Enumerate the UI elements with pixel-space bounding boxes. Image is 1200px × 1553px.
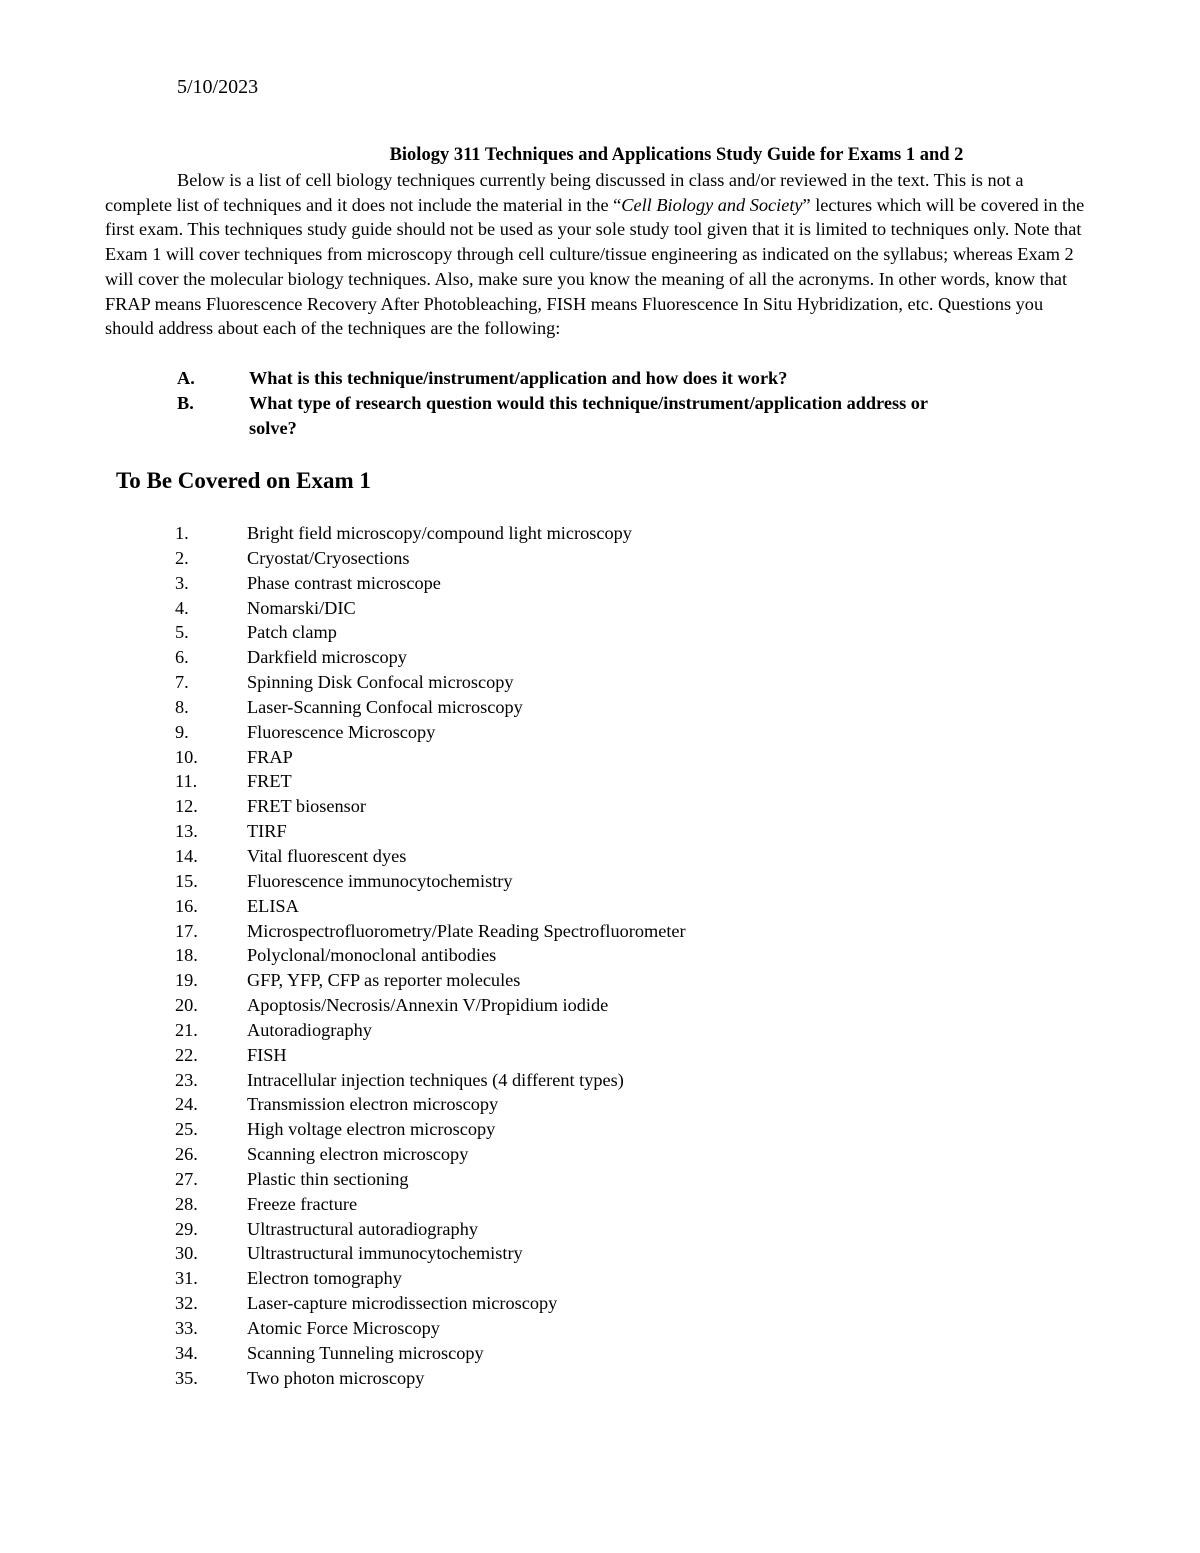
list-item [175,1068,686,1093]
list-item-number: 16. [175,895,198,916]
list-item [175,794,686,819]
list-item-label: Spinning Disk Confocal microscopy [247,672,514,693]
list-item-label: Transmission electron microscopy [247,1094,499,1115]
list-item-label: Cryostat/Cryosections [247,547,410,568]
questions-list [105,366,1095,441]
list-item-label: Electron tomography [247,1268,402,1289]
list-item-label: Autoradiography [247,1019,372,1040]
list-item [175,571,686,596]
list-item-label: Bright field microscopy/compound light microscopy [247,523,632,543]
list-item [175,1192,686,1217]
list-item-number: 28. [175,1193,198,1214]
list-item [175,1316,686,1341]
list-item-number: 8. [175,696,189,717]
list-item [175,943,686,968]
list-item [175,720,686,745]
question-item [105,366,1095,391]
list-item-label: Plastic thin sectioning [247,1168,409,1189]
techniques-list [175,521,686,1391]
list-item-label: TIRF [247,821,287,842]
list-item-number: 5. [175,622,189,643]
list-item [175,993,686,1018]
list-item-number: 1. [175,523,189,543]
list-item-label: Freeze fracture [247,1193,358,1214]
list-item-number: 6. [175,647,189,668]
list-item-label: High voltage electron microscopy [247,1119,496,1140]
list-item-number: 34. [175,1342,198,1363]
list-item-number: 23. [175,1069,198,1090]
list-item-number: 30. [175,1243,198,1264]
list-item [175,1092,686,1117]
list-item [175,745,686,770]
list-item [175,620,686,645]
list-item [175,596,686,621]
list-item-number: 32. [175,1293,198,1314]
list-item [175,1366,686,1391]
list-item [175,844,686,869]
list-item-number: 19. [175,970,198,991]
list-item [175,670,686,695]
list-item-label: Laser-Scanning Confocal microscopy [247,696,523,717]
list-item-number: 33. [175,1318,198,1338]
intro-italic-title: Cell Biology and Society [621,194,803,215]
list-item [175,645,686,670]
list-item [175,894,686,919]
list-item-label: Ultrastructural immunocytochemistry [247,1243,523,1264]
list-item-label: FRET biosensor [247,796,367,817]
list-item [175,1117,686,1142]
list-item-label: Ultrastructural autoradiography [247,1218,478,1239]
list-item-number: 3. [175,572,189,593]
list-item-label: Laser-capture microdissection microscopy [247,1293,558,1314]
list-item-label: Phase contrast microscope [247,572,441,593]
list-item [175,1167,686,1192]
question-text: What type of research question would this technique/instrument/application address or solve? [249,393,928,438]
list-item [175,1341,686,1366]
list-item-label: Apoptosis/Necrosis/Annexin V/Propidium iodide [247,995,609,1016]
list-item-number: 26. [175,1144,198,1165]
list-item-number: 4. [175,597,189,618]
list-item-number: 25. [175,1119,198,1140]
list-item-label: FRET [247,771,292,792]
intro-paragraph [105,168,1095,341]
list-item [175,819,686,844]
list-item-label: GFP, YFP, CFP as reporter molecules [247,970,521,991]
list-item-label: Fluorescence Microscopy [247,721,436,742]
list-item-number: 2. [175,547,189,568]
intro-text-end: ” lectures which will be covered in the first exam. This techniques study guide should not be used as your sole study tool given that it is limited to techniques only. Note that Exam 1 will cover techniques from microscopy through cell culture/tissue engineering as indicated on the syllabus; whereas Exam 2 will cover the molecular biology techniques. Also, make sure you know the meaning of all the acronyms. In other words, know that FRAP means Fluorescence Recovery After Photobleaching, FISH means Fluorescence In Situ Hybridization, etc. Questions you should address about each of the techniques are the following: [105,194,1085,339]
list-item [175,546,686,571]
list-item [175,869,686,894]
list-item-number: 21. [175,1019,198,1040]
list-item-label: Scanning electron microscopy [247,1144,469,1165]
list-item [175,1217,686,1242]
list-item-label: Scanning Tunneling microscopy [247,1342,484,1363]
list-item-number: 14. [175,845,198,866]
list-item-label: FISH [247,1044,287,1065]
list-item-number: 9. [175,721,189,742]
list-item-number: 31. [175,1268,198,1289]
list-item-label: Two photon microscopy [247,1367,425,1388]
list-item-number: 12. [175,796,198,817]
question-letter: A. [177,368,195,388]
list-item-label: Polyclonal/monoclonal antibodies [247,945,497,966]
list-item-label: FRAP [247,746,293,767]
list-item-label: Microspectrofluorometry/Plate Reading Spectrofluorometer [247,920,686,941]
intro-text-start: Below is a list of cell biology techniques currently being discussed in class and/or reviewed in the text. This is not a complete list of techniques and it does not include the material in the “ [105,170,1024,215]
list-item-label: Intracellular injection techniques (4 different types) [247,1069,624,1090]
list-item-number: 7. [175,672,189,693]
list-item-label: Vital fluorescent dyes [247,845,407,866]
list-item [175,695,686,720]
list-item-number: 10. [175,746,198,767]
list-item [175,1043,686,1068]
list-item-number: 35. [175,1367,198,1388]
list-item [175,769,686,794]
list-item-label: Patch clamp [247,622,337,643]
list-item-label: Fluorescence immunocytochemistry [247,870,513,891]
list-item-number: 15. [175,870,198,891]
question-letter: B. [177,393,194,413]
list-item-number: 24. [175,1094,198,1115]
list-item-number: 29. [175,1218,198,1239]
list-item [175,1142,686,1167]
list-item-number: 11. [175,771,198,792]
document-date: 5/10/2023 [177,76,259,98]
list-item [175,1266,686,1291]
list-item [175,1241,686,1266]
list-item [175,521,686,546]
list-item-label: Atomic Force Microscopy [247,1318,440,1338]
list-item-number: 20. [175,995,198,1016]
list-item-number: 17. [175,920,198,941]
list-item-number: 13. [175,821,198,842]
list-item-number: 18. [175,945,198,966]
list-item-number: 22. [175,1044,198,1065]
list-item [175,919,686,944]
list-item [175,1018,686,1043]
list-item-label: Darkfield microscopy [247,647,407,668]
question-item [105,391,1095,441]
list-item [175,1291,686,1316]
list-item [175,968,686,993]
question-text: What is this technique/instrument/application and how does it work? [249,368,788,388]
list-item-label: Nomarski/DIC [247,597,356,618]
list-item-number: 27. [175,1168,198,1189]
document-title: Biology 311 Techniques and Applications Study Guide for Exams 1 and 2 [389,145,964,165]
section-heading-exam-1: To Be Covered on Exam 1 [116,468,371,493]
list-item-label: ELISA [247,895,299,916]
